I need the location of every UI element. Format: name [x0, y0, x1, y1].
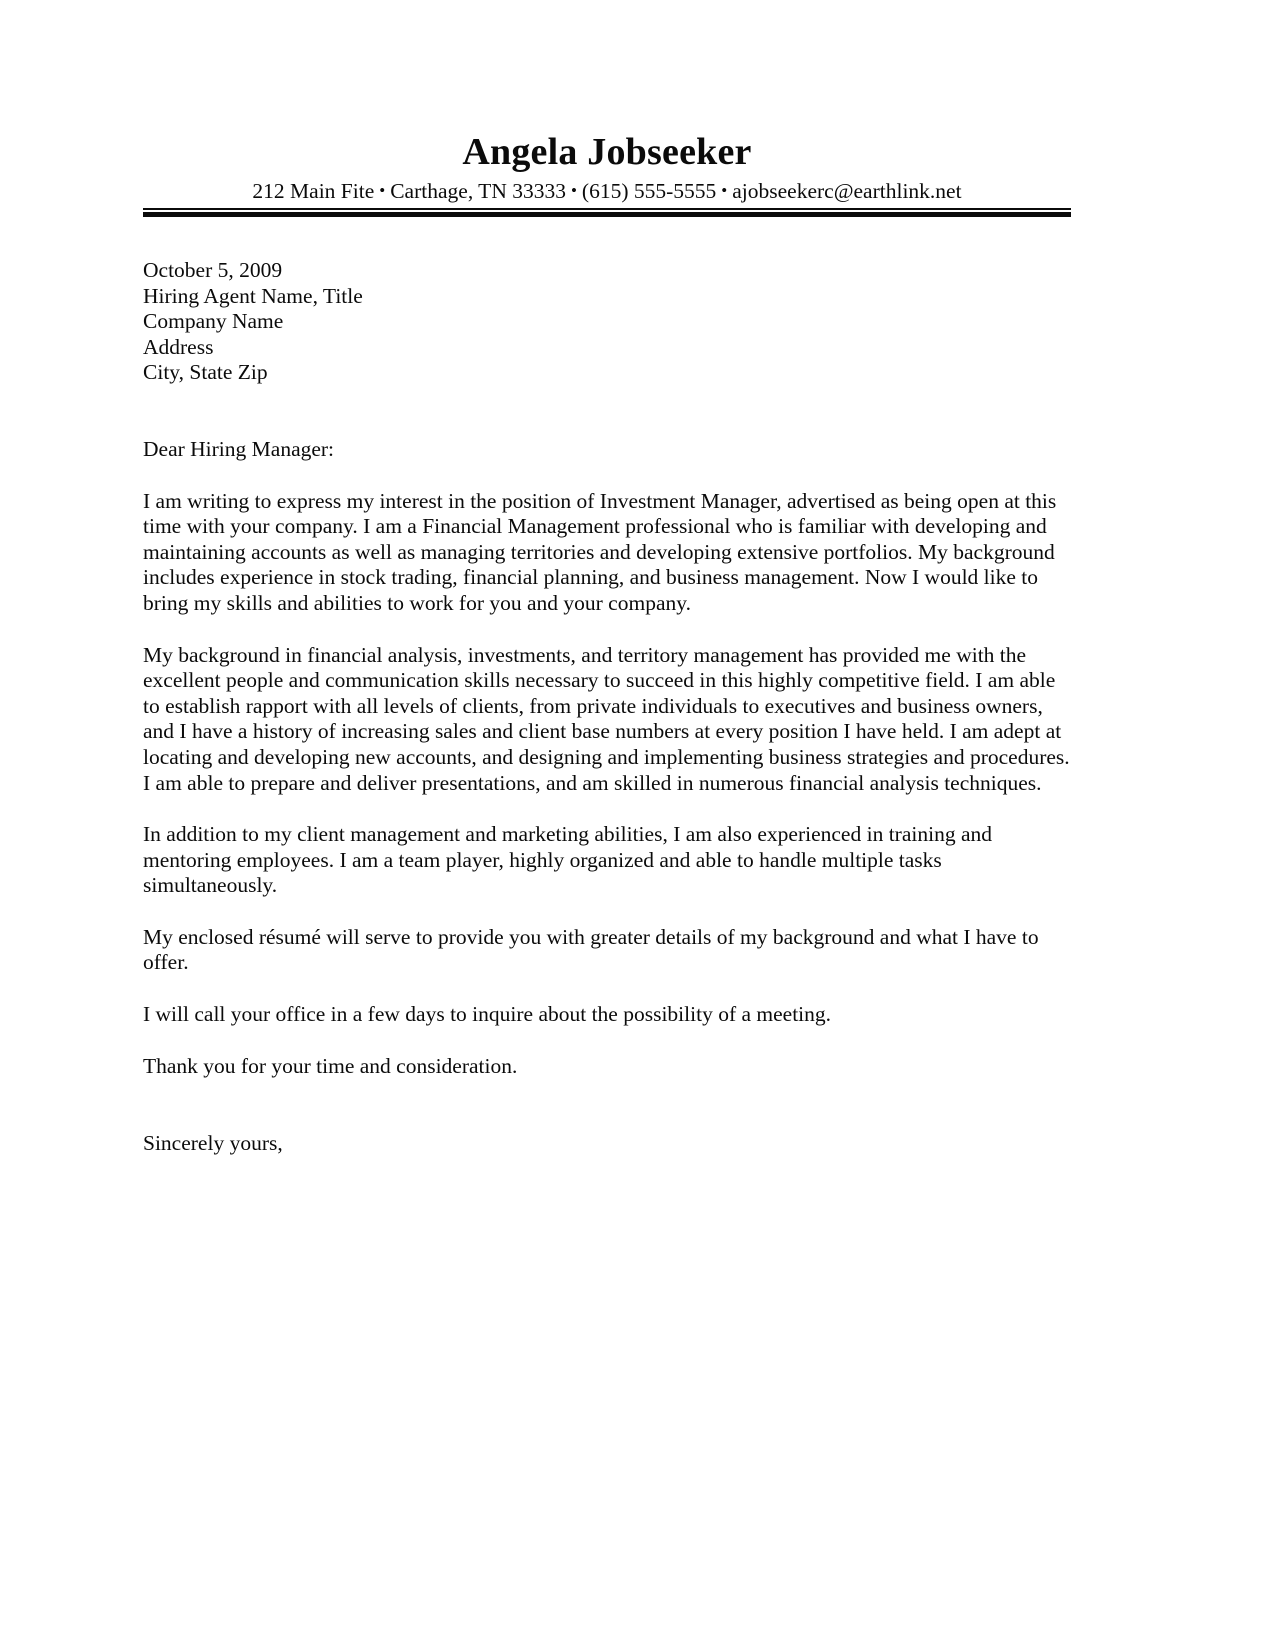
block-spacer	[143, 463, 1073, 489]
block-spacer	[143, 617, 1073, 643]
contact-email: ajobseekerc@earthlink.net	[732, 179, 962, 204]
letterhead-divider	[143, 208, 1071, 217]
bullet-separator-icon: •	[570, 181, 577, 201]
contact-city-state-zip: Carthage, TN 33333	[390, 179, 566, 204]
recipient-city-state-zip: City, State Zip	[143, 360, 268, 385]
recipient-name-title: Hiring Agent Name, Title	[143, 283, 363, 308]
divider-line-thick	[143, 212, 1071, 217]
body-paragraph-5: I will call your office in a few days to inquire about the possibility of a meeting.	[143, 1002, 832, 1027]
contact-phone: (615) 555-5555	[581, 179, 717, 204]
body-paragraph-2: My background in financial analysis, investments, and territory management has provided me with the excellent people and communication skills necessary to succeed in this highly competitive field. I am able to establish rapport with all levels of clients, from private individuals to executives and business owners, and I have a history of increasing sales and client base numbers at every position I have held. I am adept at locating and developing new accounts, and designing and implementing business strategies and procedures. I am able to prepare and deliver presentations, and am skilled in numerous financial analysis techniques.	[143, 642, 1070, 795]
salutation: Dear Hiring Manager:	[143, 436, 335, 461]
body-paragraph-4: My enclosed résumé will serve to provide you with greater details of my background and what I have to offer.	[143, 924, 1039, 975]
body-paragraph-1: I am writing to express my interest in the position of Investment Manager, advertised as being open at this time with your company. I am a Financial Management professional who is familiar with developing and maintaining accounts as well as managing territories and developing extensive portfolios. My background includes experience in stock trading, financial planning, and business management. Now I would like to bring my skills and abilities to work for you and your company.	[143, 488, 1057, 615]
letterhead	[143, 132, 1071, 205]
block-spacer	[143, 976, 1073, 1002]
contact-street: 212 Main Fite	[252, 179, 375, 204]
bullet-separator-icon: •	[721, 181, 728, 201]
body-paragraph-3: In addition to my client management and marketing abilities, I am also experienced in training and mentoring employees. I am a team player, highly organized and able to handle multiple tasks simultaneously.	[143, 822, 992, 898]
closing-line: Sincerely yours,	[143, 1131, 283, 1156]
contact-line	[143, 179, 1071, 205]
body-paragraph-6: Thank you for your time and consideration.	[143, 1053, 518, 1078]
block-spacer	[143, 1028, 1073, 1054]
bullet-separator-icon: •	[379, 181, 386, 201]
block-spacer	[143, 796, 1073, 822]
recipient-address: Address	[143, 334, 214, 359]
block-spacer	[143, 386, 1073, 437]
recipient-block	[143, 258, 1073, 386]
signature-space	[143, 1079, 1073, 1131]
recipient-company: Company Name	[143, 309, 284, 334]
page-title: Angela Jobseeker	[462, 131, 752, 173]
block-spacer	[143, 899, 1073, 925]
letter-date: October 5, 2009	[143, 258, 283, 282]
letter-body	[143, 258, 1073, 1157]
